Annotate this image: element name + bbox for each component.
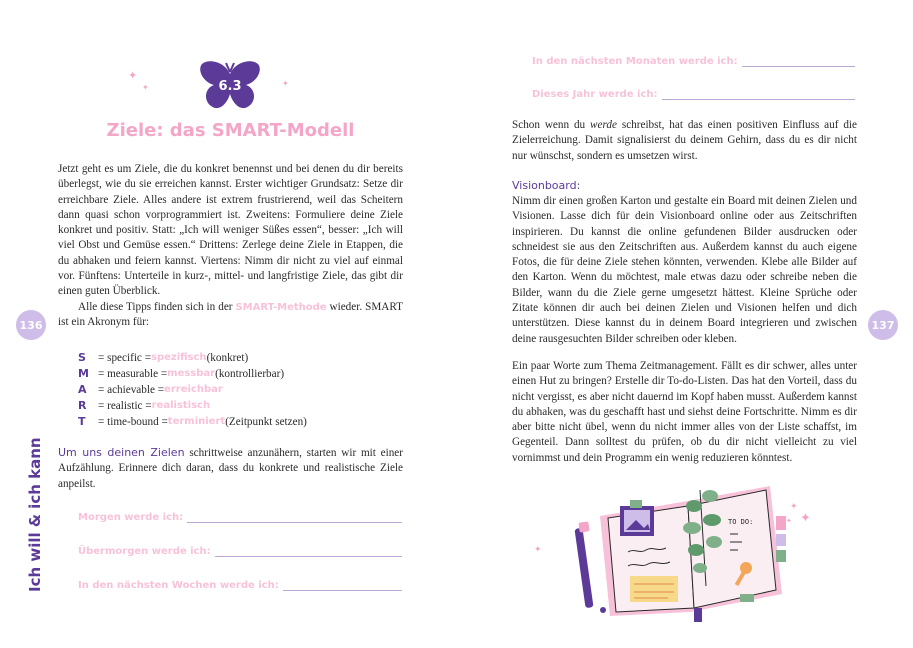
left-page bbox=[0, 0, 456, 648]
smart-intro-paragraph: Alle diese Tipps finden sich in der SMART-Methode wieder. SMART ist ein Akronym für: bbox=[58, 301, 403, 329]
side-chapter-title: Ich will & ich kann bbox=[26, 437, 44, 592]
visionboard-heading: Visionboard: bbox=[512, 179, 581, 192]
notebook-illustration bbox=[570, 476, 800, 626]
chapter-title: Ziele: das SMART-Modell bbox=[106, 120, 355, 141]
steps-paragraph: Um uns deinen Zielen schrittweise anzunähern, starten wir mit einer Aufzählung. Erinnere dich daran, dass du konkrete und realistische Ziele anpeilst. bbox=[58, 446, 403, 490]
write-line[interactable] bbox=[187, 513, 402, 523]
todo-label: TO DO: bbox=[728, 518, 754, 526]
write-line[interactable] bbox=[215, 547, 402, 557]
smart-row: R = realistic = realistisch bbox=[78, 399, 211, 412]
write-line[interactable] bbox=[662, 90, 855, 100]
notebook-icon bbox=[570, 476, 800, 626]
smart-method-highlight: SMART-Methode bbox=[235, 302, 327, 313]
prompt-day-after-tomorrow[interactable]: Übermorgen werde ich: bbox=[78, 546, 402, 557]
prompt-this-year[interactable]: Dieses Jahr werde ich: bbox=[532, 89, 855, 100]
visionboard-paragraph: Nimm dir einen großen Karton und gestalte ein Board mit deinen Zielen und Visionen. Lasse dich für dein Visionboard online oder aus Zeitschriften inspirieren. Du kannst die online gefundenen Bilder ausdrucken oder schneidest sie aus den Zeitschriften aus. Außerdem kannst du auch eigene Fotos, die für deine Ziele stehen könnten, verwenden. Klebe alle Bilder auf den Karton. Wenn du möchtest, male etwas dazu oder schreibe neben die Bilder, wann du die Ziele gerne umgesetzt hättest. Kleine Sprüche oder Zitate können dir auch bei deinen Zielen und Visionen helfen und dich unterstützen. Diese kannst du in deinem Board integrieren und zwischen deine rausgesuchten Bilder schreiben oder kleben. bbox=[512, 195, 857, 345]
page-number-left: 136 bbox=[16, 310, 46, 340]
sparkle-icon: ✦ bbox=[128, 69, 138, 82]
smart-list bbox=[78, 350, 307, 430]
prompt-next-months[interactable]: In den nächsten Monaten werde ich: bbox=[532, 56, 855, 67]
butterfly-badge bbox=[199, 60, 261, 112]
smart-row: T = time-bound = terminiert (Zeitpunkt setzen) bbox=[78, 415, 307, 428]
prompt-tomorrow[interactable]: Morgen werde ich: bbox=[78, 512, 402, 523]
page-number-right: 137 bbox=[868, 310, 898, 340]
sparkle-icon: ✦ bbox=[282, 79, 289, 88]
sparkle-icon: ✦ bbox=[142, 83, 149, 92]
sparkle-icon: ✦ bbox=[534, 545, 542, 555]
prompt-next-weeks[interactable]: In den nächsten Wochen werde ich: bbox=[78, 580, 402, 591]
smart-row: S = specific = spezifisch (konkret) bbox=[78, 351, 249, 364]
time-management-paragraph: Ein paar Worte zum Thema Zeitmanagement. Fällt es dir schwer, alles unter einen Hut zu bringen? Erstelle dir To-do-Listen. Das hat den Vorteil, dass du nicht vergisst, es aber nicht dauernd im Kopf haben musst. Außerdem kannst du abhaken, was du geschafft hast und siehst deine Fortschritte. Nimm es dir aber bitte nicht übel, wenn du nicht immer alles von der Liste schaffst, im Gegenteil. Dann solltest du prüfen, ob du dir nicht vielleicht zu viel vornimmst und dein Programm ein wenig reduzieren könntest. bbox=[512, 360, 857, 464]
steps-heading: Um uns deinen Zielen bbox=[58, 446, 185, 459]
werde-paragraph: Schon wenn du werde schreibst, hat das einen positiven Einfluss auf die Zielerreichung. Damit signalisierst du deinem Gehirn, dass du es dir nicht nur wünschst, sondern es umsetzen wirst. bbox=[512, 119, 858, 162]
sparkle-icon: ✦ bbox=[786, 517, 792, 525]
write-line[interactable] bbox=[742, 57, 855, 67]
sparkle-icon: ✦ bbox=[800, 511, 811, 526]
sparkle-icon: ✦ bbox=[790, 502, 798, 512]
smart-row: A = achievable = erreichbar bbox=[78, 383, 223, 396]
write-line[interactable] bbox=[283, 581, 402, 591]
chapter-number: 6.3 bbox=[218, 79, 242, 94]
smart-row: M = measurable = messbar (kontrollierbar) bbox=[78, 367, 285, 380]
intro-paragraph: Jetzt geht es um Ziele, die du konkret benennst und bei denen du dir bereits überlegst, wie du sie erreichen kannst. Erster wichtiger Grundsatz: Setze dir erreichbare Ziele. Alles andere ist extrem frustrierend, weil das Scheitern dann quasi schon vorprogrammiert ist. Zweitens: Formuliere deine Ziele konkret und positiv. Statt: „Ich will weniger Süßes essen“, besser: „Ich will viel Obst und Gemüse essen.“ Drittens: Zerlege deine Ziele in Etappen, die du abhaken und feiern kannst. Viertens: Nimm dir nicht zu viel auf einmal vor. Fünftens: Unterteile in kurz-, mittel- und langfristige Ziele, das gibt dir einen guten Überblick. bbox=[58, 163, 403, 298]
